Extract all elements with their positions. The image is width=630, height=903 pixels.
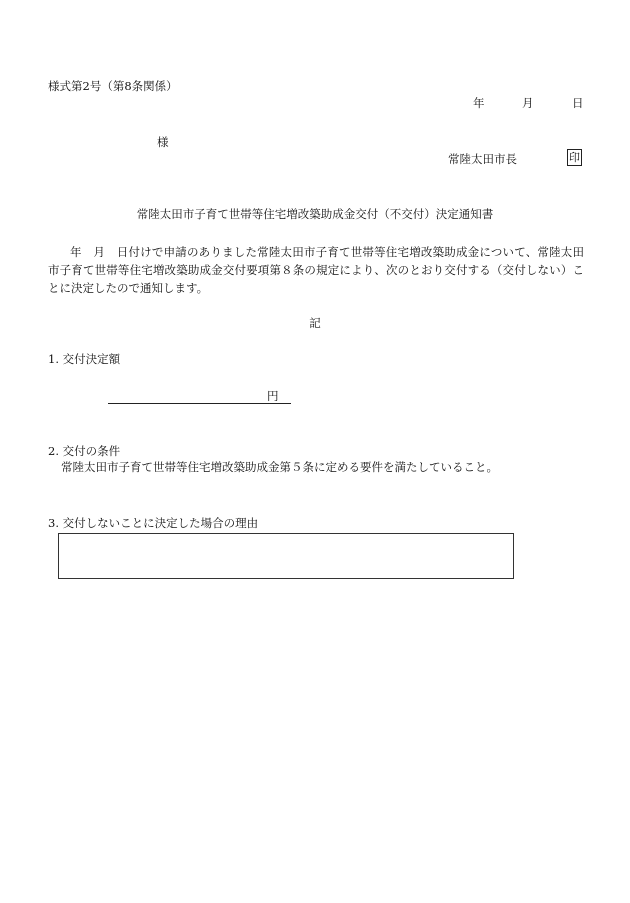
amount-unit: 円 bbox=[267, 389, 279, 403]
section-2-text: 常陸太田市子育て世帯等住宅増改築助成金第５条に定める要件を満たしていること。 bbox=[61, 460, 498, 474]
amount-underline bbox=[108, 390, 291, 404]
recipient-honorific: 様 bbox=[157, 135, 169, 149]
document-title: 常陸太田市子育て世帯等住宅増改築助成金交付（不交付）決定通知書 bbox=[136, 207, 494, 221]
date-month-label: 月 bbox=[522, 96, 534, 110]
section-1-heading: 1. 交付決定額 bbox=[48, 352, 121, 366]
reason-box bbox=[58, 533, 514, 579]
date-day-label: 日 bbox=[572, 96, 584, 110]
form-number: 様式第2号（第8条関係） bbox=[48, 79, 178, 93]
notice-body: 年 月 日付けで申請のありました常陸太田市子育て世帯等住宅増改築助成金について、常陸太田市子育て世帯等住宅増改築助成金交付要項第８条の規定により、次のとおり交付する（交付しない）ことに決定したので通知します。 bbox=[48, 245, 584, 295]
date-year-label: 年 bbox=[473, 96, 485, 110]
section-2-heading: 2. 交付の条件 bbox=[48, 444, 121, 458]
section-3-heading: 3. 交付しないことに決定した場合の理由 bbox=[48, 516, 259, 530]
ki-heading: 記 bbox=[309, 316, 321, 330]
issuer-name: 常陸太田市長 bbox=[448, 152, 517, 166]
seal-mark: 印 bbox=[569, 151, 580, 164]
